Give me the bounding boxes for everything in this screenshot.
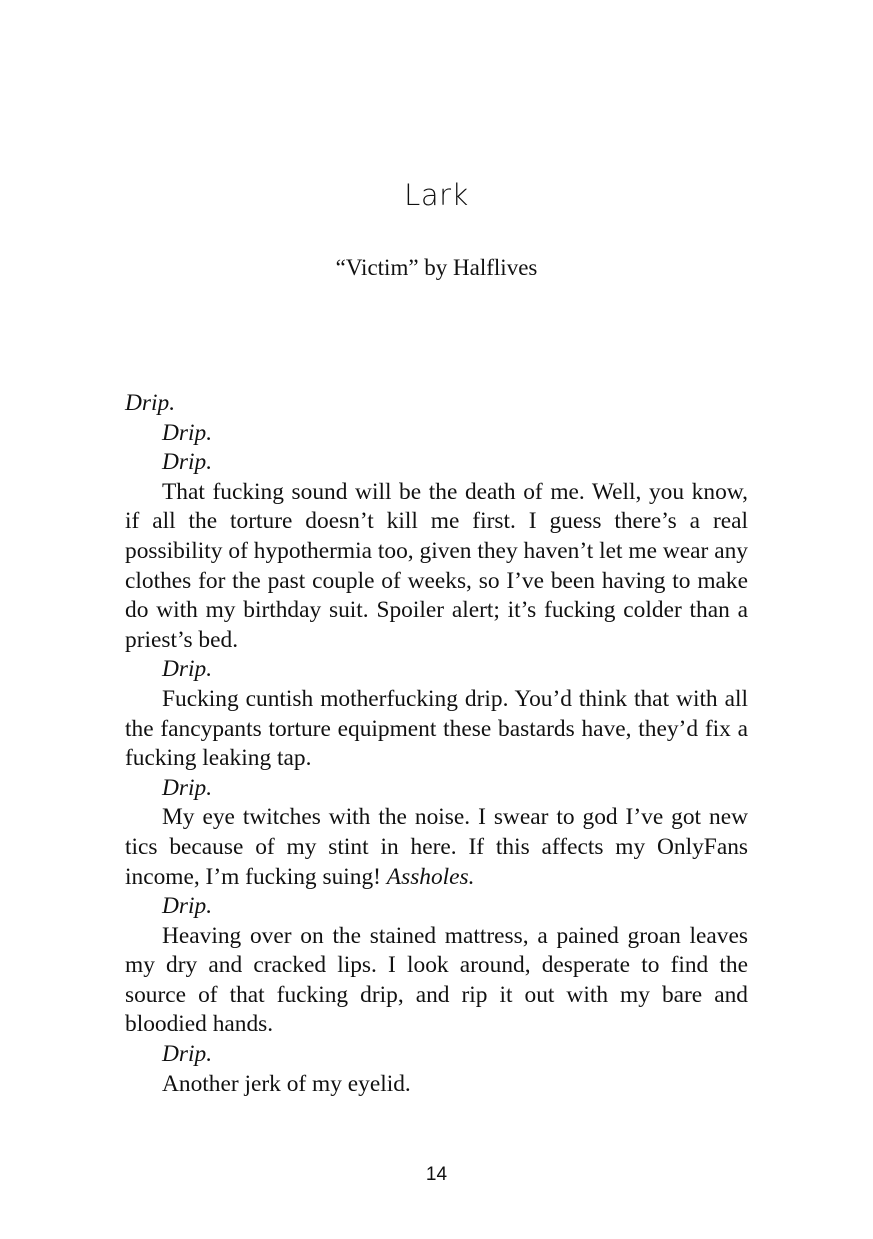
paragraph: That fucking sound will be the death of me. Well, you know, if all the torture doesn’t kill me first. I guess there’s a real possibility of hypothermia too, given they haven’t let me wear any clothes for the past couple of weeks, so I’ve been having to make do with my birthday suit. Spoiler alert; it’s fucking colder than a priest’s bed.	[125, 478, 748, 653]
paragraph-drip: Drip.	[162, 774, 213, 801]
paragraph-drip: Drip.	[162, 419, 213, 446]
song-credit: “Victim” by Halflives	[335, 255, 538, 280]
paragraph-italic-tail: Assholes.	[386, 863, 475, 890]
chapter-body	[125, 389, 748, 1099]
paragraph: Another jerk of my eyelid.	[162, 1070, 411, 1097]
paragraph: Heaving over on the stained mattress, a pained groan leaves my dry and cracked lips. I look around, desperate to find the source of that fucking drip, and rip it out with my bare and bloodied hands.	[125, 922, 748, 1038]
page-number: 14	[425, 1164, 448, 1185]
paragraph-drip: Drip.	[162, 893, 213, 920]
paragraph-drip: Drip.	[162, 449, 213, 476]
paragraph	[125, 803, 748, 892]
paragraph-drip: Drip.	[162, 1041, 213, 1068]
paragraph-text: My eye twitches with the noise. I swear to god I’ve got new tics because of my stint in here. If this affects my OnlyFans income, I’m fucking suing!	[125, 804, 748, 890]
paragraph: Fucking cuntish motherfucking drip. You’d think that with all the fancypants torture equipment these bastards have, they’d fix a fucking leaking tap.	[125, 685, 748, 772]
chapter-title: Lark	[404, 178, 469, 212]
paragraph-drip: Drip.	[125, 390, 176, 416]
paragraph-drip: Drip.	[162, 656, 213, 683]
